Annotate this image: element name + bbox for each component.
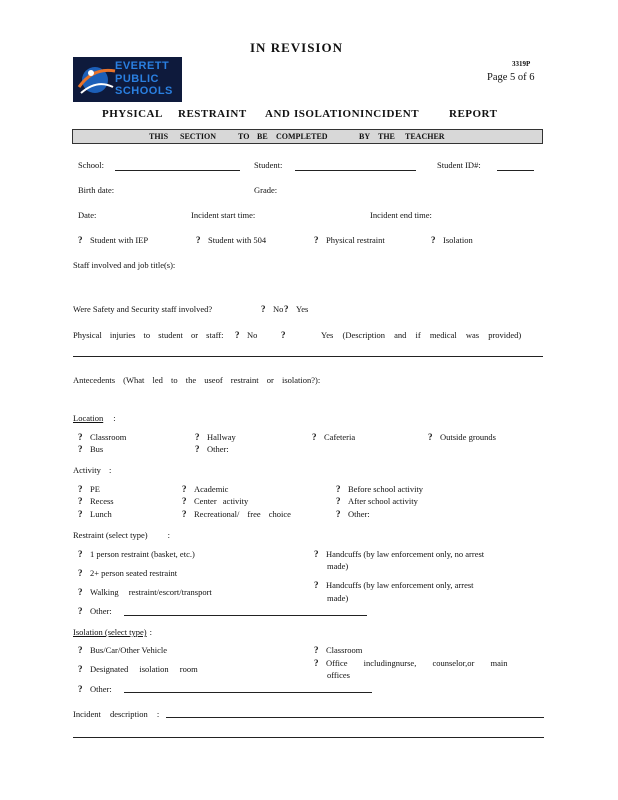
checkbox-icon[interactable]: ? — [284, 304, 289, 314]
checkbox-icon[interactable]: ? — [195, 432, 200, 442]
checkbox-icon[interactable]: ? — [195, 444, 200, 454]
student-field[interactable] — [295, 170, 416, 171]
checkbox-icon[interactable]: ? — [314, 549, 319, 559]
restraint-handcuffs-arrest-cont: made) — [327, 593, 349, 603]
title-word-5: REPORT — [449, 108, 498, 120]
504-option[interactable]: ? Student with 504 — [196, 235, 267, 245]
incident-description-field[interactable] — [166, 717, 544, 718]
checkbox-icon[interactable]: ? — [336, 496, 341, 506]
activity-lunch[interactable]: ? Lunch — [78, 509, 112, 519]
incident-description-label: Incident description : — [73, 709, 160, 719]
antecedents-label: Antecedents (What led to the useof restraint or isolation?): — [73, 375, 321, 385]
checkbox-icon[interactable]: ? — [312, 432, 317, 442]
incident-description-line-2[interactable] — [73, 737, 544, 738]
isolation-other[interactable]: ? Other: — [78, 684, 112, 694]
injuries-question: Physical injuries to student or staff: — [73, 330, 224, 340]
checkbox-icon[interactable]: ? — [182, 509, 187, 519]
restraint-one-person[interactable]: ? 1 person restraint (basket, etc.) — [78, 549, 195, 559]
isolation-designated[interactable]: ? Designated isolation room — [78, 664, 198, 674]
isolation-heading: Isolation (select type) : — [73, 627, 153, 637]
restraint-heading: Restraint (select type) : — [73, 530, 170, 540]
safety-yes-option[interactable]: ? Yes — [284, 304, 309, 314]
checkbox-icon[interactable]: ? — [78, 587, 83, 597]
activity-other[interactable]: ? Other: — [336, 509, 370, 519]
banner-word-4: BE — [257, 132, 268, 141]
logo-line-2: PUBLIC — [115, 72, 159, 85]
checkbox-icon[interactable]: ? — [78, 568, 83, 578]
form-code: 3319P — [512, 60, 531, 68]
physical-restraint-option[interactable]: ? Physical restraint — [314, 235, 385, 245]
safety-no-option[interactable]: ? No — [261, 304, 284, 314]
isolation-bus[interactable]: ? Bus/Car/Other Vehicle — [78, 645, 168, 655]
logo-line-1: EVERETT — [115, 60, 170, 72]
birth-date-label: Birth date: — [78, 185, 115, 195]
isolation-classroom[interactable]: ? Classroom — [314, 645, 363, 655]
checkbox-icon[interactable]: ? — [314, 658, 319, 668]
checkbox-icon[interactable]: ? — [78, 432, 83, 442]
location-hallway[interactable]: ? Hallway — [195, 432, 236, 442]
activity-pe[interactable]: ? PE — [78, 484, 100, 494]
checkbox-icon[interactable]: ? — [78, 645, 83, 655]
banner-word-1: THIS — [149, 132, 169, 141]
location-classroom[interactable]: ? Classroom — [78, 432, 127, 442]
activity-heading: Activity : — [73, 465, 112, 475]
restraint-other-field[interactable] — [124, 615, 367, 616]
student-id-label: Student ID#: — [437, 160, 481, 170]
checkbox-icon[interactable]: ? — [78, 606, 83, 616]
safety-question: Were Safety and Security staff involved? — [73, 304, 213, 314]
checkbox-icon[interactable]: ? — [78, 484, 83, 494]
checkbox-icon[interactable]: ? — [196, 235, 201, 245]
restraint-other[interactable]: ? Other: — [78, 606, 112, 616]
school-label: School: — [78, 160, 104, 170]
activity-center[interactable]: ? Center activity — [182, 496, 249, 506]
staff-involved-label: Staff involved and job title(s): — [73, 260, 176, 270]
isolation-option[interactable]: ? Isolation — [431, 235, 473, 245]
restraint-handcuffs-no-arrest-cont: made) — [327, 561, 349, 571]
injuries-yes-label: Yes (Description and if medical was provided) — [321, 330, 522, 340]
title-word-4: ISOLATIONINCIDENT — [294, 108, 420, 120]
isolation-office-cont: offices — [327, 670, 350, 680]
location-cafeteria[interactable]: ? Cafeteria — [312, 432, 356, 442]
activity-academic[interactable]: ? Academic — [182, 484, 229, 494]
banner-word-5: COMPLETED — [276, 132, 328, 141]
grade-label: Grade: — [254, 185, 278, 195]
isolation-other-field[interactable] — [124, 692, 372, 693]
logo-line-3: SCHOOLS — [115, 85, 173, 97]
activity-recess[interactable]: ? Recess — [78, 496, 114, 506]
checkbox-icon[interactable]: ? — [431, 235, 436, 245]
activity-before-school[interactable]: ? Before school activity — [336, 484, 424, 494]
banner-word-2: SECTION — [180, 132, 217, 141]
student-id-field[interactable] — [497, 170, 534, 171]
checkbox-icon[interactable]: ? — [336, 484, 341, 494]
checkbox-icon[interactable]: ? — [336, 509, 341, 519]
banner-word-8: TEACHER — [405, 132, 445, 141]
checkbox-icon[interactable]: ? — [78, 684, 83, 694]
checkbox-icon[interactable]: ? — [182, 496, 187, 506]
iep-option[interactable]: ? Student with IEP — [78, 235, 149, 245]
banner-word-6: BY — [359, 132, 371, 141]
location-other[interactable]: ? Other: — [195, 444, 229, 454]
checkbox-icon[interactable]: ? — [428, 432, 433, 442]
checkbox-icon[interactable]: ? — [78, 235, 83, 245]
checkbox-icon[interactable]: ? — [78, 549, 83, 559]
activity-recreational[interactable]: ? Recreational/ free choice — [182, 509, 291, 519]
isolation-office[interactable]: ? Office includingnurse, counselor,or main — [314, 658, 508, 668]
revision-title: IN REVISION — [250, 40, 343, 55]
student-label: Student: — [254, 160, 283, 170]
incident-start-label: Incident start time: — [191, 210, 256, 220]
checkbox-icon[interactable]: ? — [182, 484, 187, 494]
restraint-handcuffs-arrest[interactable]: ? Handcuffs (by law enforcement only, arrest — [314, 580, 474, 590]
checkbox-icon[interactable]: ? — [78, 444, 83, 454]
restraint-walking[interactable]: ? Walking restraint/escort/transport — [78, 587, 212, 597]
district-logo — [73, 57, 182, 102]
checkbox-icon[interactable]: ? — [78, 496, 83, 506]
checkbox-icon[interactable]: ? — [235, 330, 240, 340]
date-label: Date: — [78, 210, 97, 220]
injuries-no-option[interactable]: ? No — [235, 330, 258, 340]
location-outside[interactable]: ? Outside grounds — [428, 432, 496, 442]
checkbox-icon[interactable]: ? — [261, 304, 266, 314]
injuries-field[interactable] — [73, 356, 543, 357]
incident-end-label: Incident end time: — [370, 210, 432, 220]
title-word-3: AND — [265, 108, 291, 120]
page-number: Page 5 of 6 — [487, 72, 535, 83]
checkbox-icon[interactable]: ? — [314, 580, 319, 590]
checkbox-icon[interactable]: ? — [314, 235, 319, 245]
activity-after-school[interactable]: ? After school activity — [336, 496, 418, 506]
title-word-1: PHYSICAL — [102, 108, 163, 120]
banner-word-7: THE — [378, 132, 395, 141]
title-word-2: RESTRAINT — [178, 108, 247, 120]
location-bus[interactable]: ? Bus — [78, 444, 104, 454]
restraint-handcuffs-no-arrest[interactable]: ? Handcuffs (by law enforcement only, no arrest — [314, 549, 485, 559]
checkbox-icon[interactable]: ? — [78, 509, 83, 519]
checkbox-icon[interactable]: ? — [78, 664, 83, 674]
banner-word-3: TO — [238, 132, 250, 141]
restraint-two-plus[interactable]: ? 2+ person seated restraint — [78, 568, 178, 578]
checkbox-icon[interactable]: ? — [314, 645, 319, 655]
location-heading: Location : — [73, 413, 116, 423]
checkbox-icon[interactable]: ? — [281, 330, 286, 340]
school-field[interactable] — [115, 170, 240, 171]
